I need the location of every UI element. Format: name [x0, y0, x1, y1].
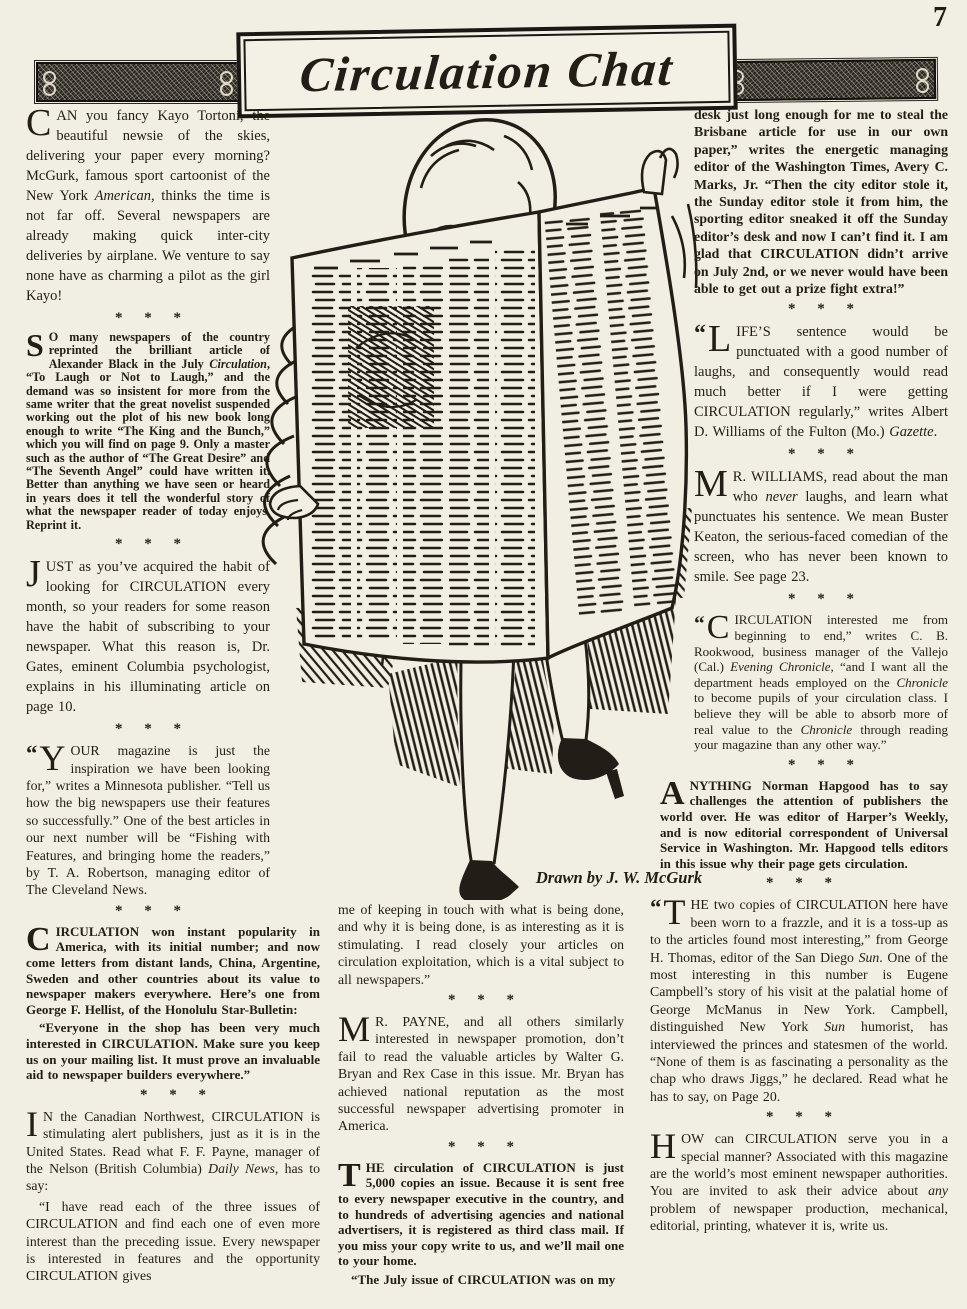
- section-separator: * * *: [140, 1086, 206, 1103]
- section-separator: * * *: [788, 591, 854, 608]
- newspaper-photo: [348, 306, 434, 428]
- drop-cap: I: [26, 1103, 39, 1144]
- header-ornament-left: [36, 62, 240, 102]
- paragraph: [338, 1272, 624, 1288]
- section-separator: * * *: [115, 721, 181, 738]
- section-separator: * * *: [448, 1138, 514, 1155]
- paragraph-text: IFE’S sentence would be punctuated with a good number of laughs, and consequently would read much better if I were getting CIRCULATION regularly,” writes Albert D. Williams of the Fulton (Mo.) Gazette.: [694, 324, 948, 441]
- paragraph-text: IRCULATION interested me from beginning to end,” writes C. B. Rookwood, business manager of the Vallejo (Cal.) Evening Chronicle, “and I want all the department heads employed on the Chronicle to become pupils of your circulation class. I believe they will be able to absorb more of real value to the Chronicle through reading your magazine than any other way.”: [694, 612, 948, 753]
- drop-cap: Y: [39, 738, 66, 779]
- paragraph-text: R. WILLIAMS, read about the man who never laughs, and learn what punctuates his sentence. We mean Buster Keaton, the serious-faced comedian of the screen, who has never been known to smile. See page 23.: [694, 469, 948, 586]
- paragraph: [26, 102, 270, 306]
- paragraph: [26, 1198, 320, 1285]
- section-separator: * * *: [448, 992, 514, 1009]
- section-separator: * * *: [115, 536, 181, 553]
- paragraph: [694, 318, 948, 442]
- paragraph: [338, 901, 624, 988]
- paragraph-text: R. PAYNE, and all others similarly interested in newspaper promotion, don’t fail to read the valuable articles by Walter G. Bryan and Rex Case in this issue. Mr. Bryan has achieved national reputation as the most successful newspaper advertising promoter in America.: [338, 1014, 624, 1134]
- lead-quote: “: [694, 321, 706, 348]
- drop-cap: A: [660, 774, 685, 812]
- illustration-caption: Drawn by J. W. McGurk: [535, 868, 703, 887]
- section-separator: * * *: [115, 310, 181, 326]
- paragraph-text: OUR magazine is just the inspiration we have been looking for,” writes a Minnesota publisher. “Tell us how the big newspapers use their features so successfully.” One of the best articles in our next number will be “Fishing with Features, and bringing home the readers,” by T. A. Robertson, managing editor of The Cleveland News.: [26, 743, 270, 898]
- section-separator: * * *: [766, 1109, 832, 1126]
- drop-cap: C: [706, 609, 730, 647]
- paragraph: [26, 328, 270, 532]
- paragraph-text: “I have read each of the three issues of CIRCULATION and find each one of even more interest than the preceding issue. Every newspaper is interested in features and the opportunity CIRCULATION gives: [26, 1198, 320, 1284]
- paragraph-text: desk just long enough for me to steal the Brisbane article for use in our own paper,” writes the energetic managing editor of the Washington Times, Avery C. Marks, Jr. “Then the city editor stole it, the Sunday editor stole it from him, the sporting editor sneaked it off the Sunday editor’s desk and now I can’t find it. I am glad that CIRCULATION didn’t arrive on July 2nd, or we never would have been able to get out a prize fight extra!”: [694, 107, 948, 297]
- paragraph: [338, 1156, 625, 1269]
- drop-cap: C: [26, 920, 51, 958]
- section-separator: * * *: [788, 301, 854, 318]
- paragraph-text: NYTHING Norman Hapgood has to say challenges the attention of publishers the world over. He was editor of Harper’s Weekly, and is now editorial correspondent of Universal Service in Washington. Mr. Hapgood tells editors in this issue why their page gets circulation.: [660, 777, 948, 871]
- ornament-swirl-icon: [43, 83, 56, 96]
- paragraph-text: “The July issue of CIRCULATION was on my: [351, 1272, 616, 1288]
- ornament-swirl-icon: [916, 80, 929, 93]
- drop-cap: M: [694, 463, 728, 506]
- paragraph-text: IRCULATION won instant popularity in America, with its initial number; and now come letters from distant lands, China, Argentine, Sweden and other countries about its value to newspaper makers everywhere. Here’s one from George F. Hellist, of the Honolulu Star-Bulletin:: [26, 923, 320, 1017]
- page-title: Circulation Chat: [297, 40, 677, 102]
- drop-cap: M: [338, 1009, 371, 1050]
- section-separator: * * *: [788, 756, 854, 773]
- paragraph: [694, 463, 948, 587]
- paragraph-text: O many newspapers of the country reprinted the brilliant article of Alexander Black in the July Circulation, “To Laugh or Not to Laugh,” and the demand was so insistent for more from the same writer that the great novelist suspended working out the plot of his new book long enough to write “The King and the Bunch,” which you will find on page 9. Only a master such as the author of “The Great Desire” and “The Seventh Angel” could have written it. Better than anything we have seen or heard in years does it tell the wonderful story of what the newspaper reader of today enjoys. Reprint it.: [26, 330, 270, 532]
- paragraph: [26, 553, 270, 717]
- paragraph-text: HE two copies of CIRCULATION here have been worn to a frazzle, and it is a toss-up as to the articles found most interesting,” from George H. Thomas, editor of the San Diego Sun. One of the most interesting in this number is Eugene Campbell’s story of his visit at the palatial home of George McManus in New York. Campbell, distinguished New York Sun humorist, has interviewed the princes and statesmen of the world. “None of them is as fascinating a personality as the chap who draws Jiggs,” he declared. Read what he has to say, on Page 20.: [650, 897, 948, 1104]
- lead-quote: “: [694, 611, 705, 636]
- newspaper-reader-illustration: [256, 96, 702, 900]
- drop-cap: J: [26, 553, 41, 596]
- paragraph-text: HE circulation of CIRCULATION is just 5,000 copies an issue. Because it is sent free to every newspaper executive in the country, and to hundreds of advertising agencies and national advertisers, it is registered as third class mail. If you miss your copy write to us, and we’ll mail one to your home.: [338, 1159, 625, 1269]
- ornament-swirl-icon: [220, 83, 233, 96]
- newspaper: [292, 188, 686, 662]
- paragraph: [26, 738, 270, 899]
- section-separator: * * *: [788, 446, 854, 463]
- paragraph-text: OW can CIRCULATION serve you in a special manner? Associated with this magazine are the world’s most eminent newspaper authorities. You are invited to ask their advice about any problem of newspaper production, mechanical, editorial, printing, whatever it is, write us.: [650, 1131, 948, 1234]
- shoe-pump: [459, 860, 519, 900]
- paragraph: [338, 1009, 624, 1135]
- section-separator: * * *: [766, 875, 832, 892]
- page-number: 7: [933, 2, 947, 33]
- paragraph: [660, 774, 948, 872]
- drop-cap: T: [338, 1156, 361, 1194]
- lead-quote: “: [26, 741, 38, 767]
- paragraph-text: UST as you’ve acquired the habit of looking for CIRCULATION every month, so your readers for some reason have the habit of subscribing to your newspaper. What this reason is, Dr. Gates, eminent Columbia psychologist, explains in his illuminating article on page 10.: [26, 559, 270, 716]
- drop-cap: T: [663, 892, 686, 933]
- paragraph-text: “Everyone in the shop has been very much interested in CIRCULATION. Make sure you keep us on your mailing list. It must prove an invaluable aid to newspaper builders everywhere.”: [26, 1020, 320, 1083]
- paragraph: [694, 609, 948, 753]
- drop-cap: C: [26, 102, 52, 144]
- paragraph-text: AN you fancy Kayo Tortoni, the beautiful newsie of the skies, delivering your paper every morning? McGurk, famous sport cartoonist of the New York American, thinks the time is not far off. Several newspapers are already making quick inter-city deliveries by airplane. We venture to say none have as charming a pilot as the girl Kayo!: [26, 108, 270, 304]
- header-ornament-right: [724, 59, 936, 101]
- lead-quote: “: [650, 895, 662, 921]
- paragraph: [650, 892, 948, 1105]
- paragraph: [26, 1020, 320, 1082]
- paragraph: [26, 920, 320, 1018]
- paragraph: [694, 106, 948, 297]
- drop-cap: S: [26, 328, 44, 363]
- paragraph: [650, 1126, 948, 1234]
- drop-cap: H: [650, 1126, 677, 1167]
- paragraph: [26, 1103, 320, 1195]
- column-middle: [338, 901, 624, 1291]
- section-separator: * * *: [115, 902, 181, 919]
- paragraph-text: me of keeping in touch with what is being done, and why it is being done, is as interesting as it is stimulating. I read closely your articles on circulation exploitation, which is a vital subject to all newspapers.”: [338, 902, 624, 987]
- paragraph-text: N the Canadian Northwest, CIRCULATION is stimulating alert publishers, just as it is in the United States. Read what F. F. Payne, manager of the Nelson (British Columbia) Daily News, has to say:: [26, 1108, 320, 1194]
- drop-cap: L: [707, 318, 732, 361]
